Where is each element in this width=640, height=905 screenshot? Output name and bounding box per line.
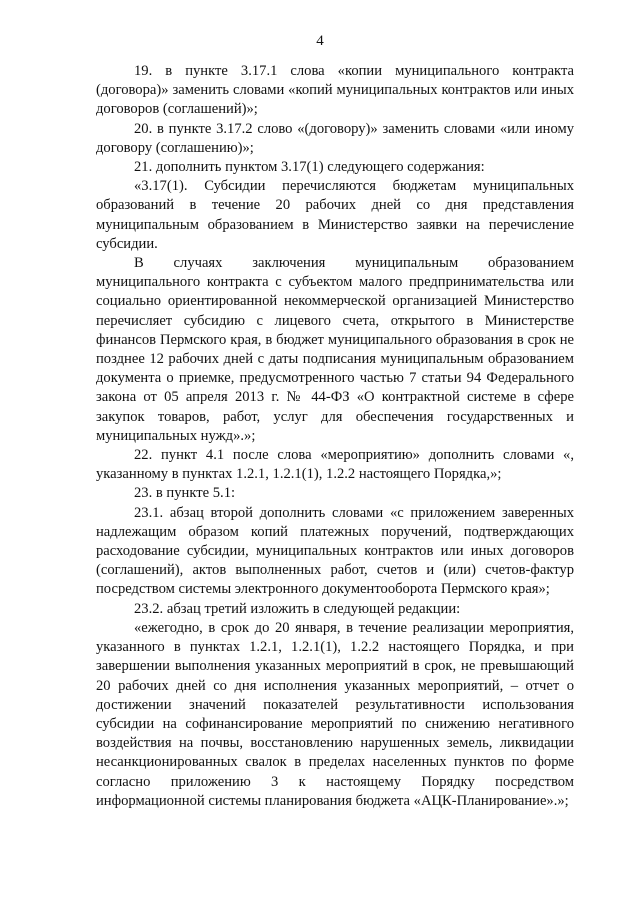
- paragraph-quote-annually: «ежегодно, в срок до 20 января, в течение реализации мероприятия, указанного в пунктах 1.2.1, 1.2.1(1), 1.2.2 настоящего Порядка, и при завершении выполнения указанных мероприятий в срок, не превышающий 20 рабочих дней со дня исполнения указанных мероприятий, – отчет о достижении значений показателей результативности использования субсидии на софинансирование мероприятий по снижению негативного воздействия на почвы, восстановлению нарушенных земель, ликвидации несанкционированных свалок в пределах населенных пунктов по форме согласно приложению 3 к настоящему Порядку посредством информационной системы планирования бюджета «АЦК-Планирование».»;: [96, 619, 574, 809]
- paragraph-item-21: 21. дополнить пунктом 3.17(1) следующего содержания:: [134, 159, 485, 176]
- paragraph-item-22: 22. пункт 4.1 после слова «мероприятию» дополнить словами «, указанному в пунктах 1.2.1, 1.2.1(1), 1.2.2 настоящего Порядка,»;: [96, 447, 574, 483]
- paragraph-item-19: 19. в пункте 3.17.1 слова «копии муниципального контракта (договора)» заменить словами «копий муниципальных контрактов или иных договоров (соглашений)»;: [96, 63, 574, 118]
- page-number: 4: [316, 33, 324, 49]
- paragraph-clause-3-17-1-cont: В случаях заключения муниципальным образованием муниципального контракта с субъектом малого предпринимательства или социально ориентированной некоммерческой организацией Министерство перечисляет субсидию с лицевого счета, открытого в Министерстве финансов Пермского края, в бюджет муниципального образования в срок не позднее 12 рабочих дней с даты подписания муниципальным образованием документа о приемке, предусмотренного частью 7 статьи 94 Федерального закона от 05 апреля 2013 г. № 44-ФЗ «О контрактной системе в сфере закупок товаров, работ, услуг для обеспечения государственных и муниципальных нужд».»;: [96, 255, 574, 444]
- paragraph-item-20: 20. в пункте 3.17.2 слово «(договору)» заменить словами «или иному договору (соглашению)»;: [96, 120, 574, 156]
- paragraph-item-23-2: 23.2. абзац третий изложить в следующей редакции:: [134, 600, 461, 617]
- document-body: [96, 62, 574, 811]
- paragraph-item-23: 23. в пункте 5.1:: [134, 485, 236, 502]
- paragraph-item-23-1: 23.1. абзац второй дополнить словами «с приложением заверенных надлежащим образом копий платежных поручений, подтверждающих расходование субсидии, муниципальных контрактов или иных договоров (соглашений), актов выполненных работ, счетов и (или) счетов-фактур посредством системы электронного документооборота Пермского края»;: [96, 504, 574, 598]
- paragraph-clause-3-17-1: «3.17(1). Субсидии перечисляются бюджетам муниципальных образований в течение 20 рабочих дней со дня представления муниципальным образованием в Министерство заявки на перечисление субсидии.: [96, 178, 574, 252]
